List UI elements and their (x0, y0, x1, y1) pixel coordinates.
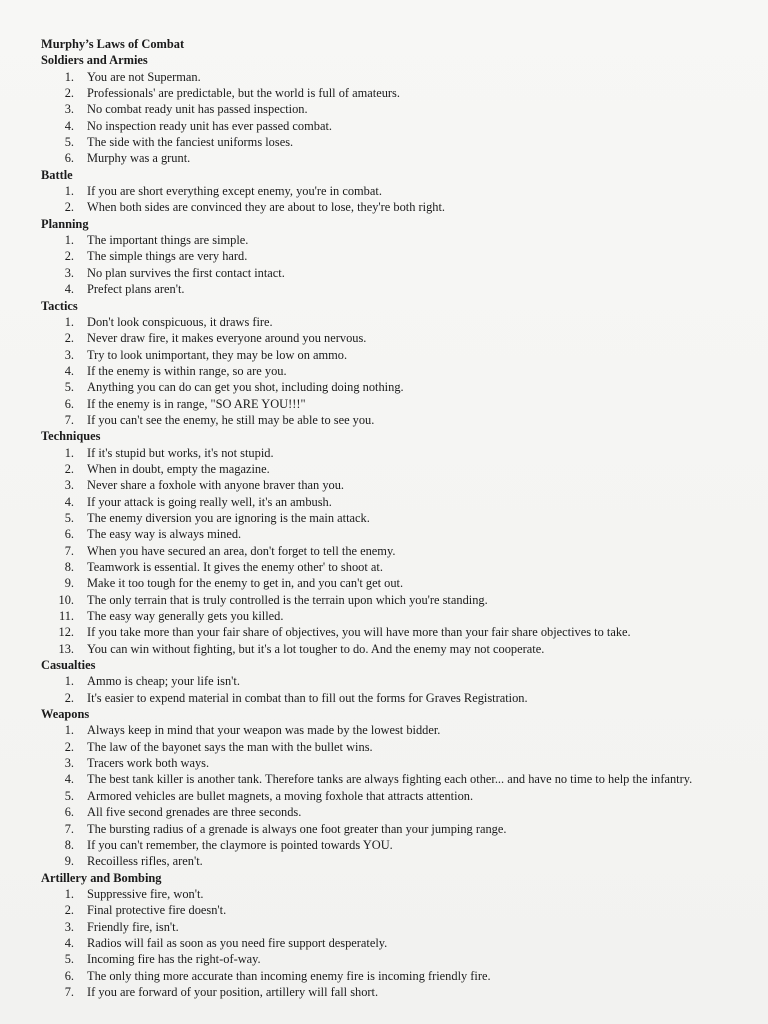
list-item-text: Armored vehicles are bullet magnets, a moving foxhole that attracts attention. (87, 788, 474, 803)
list-item-text: When both sides are convinced they are about to lose, they're both right. (87, 200, 446, 215)
list-item (41, 379, 728, 395)
list-item-number: 5. (64, 135, 74, 150)
list-item-text: The side with the fanciest uniforms loses. (87, 135, 294, 150)
law-list (41, 69, 728, 167)
list-item-number: 9. (64, 576, 74, 591)
list-item-text: The only terrain that is truly controlled is the terrain upon which you're standing. (87, 592, 488, 607)
list-item-number: 1. (64, 723, 74, 738)
list-item-text: Recoilless rifles, aren't. (87, 854, 203, 869)
list-item-text: If you are forward of your position, artillery will fall short. (87, 984, 379, 999)
list-item-text: No inspection ready unit has ever passed combat. (87, 118, 332, 133)
list-item-text: Final protective fire doesn't. (87, 903, 227, 918)
list-item-number: 3. (64, 102, 74, 117)
list-item-text: Professionals' are predictable, but the world is full of amateurs. (87, 86, 400, 101)
list-item (41, 886, 728, 902)
list-item-number: 2. (64, 249, 74, 264)
list-item (41, 183, 728, 199)
list-item (41, 347, 728, 363)
list-item-text: When you have secured an area, don't forget to tell the enemy. (87, 543, 396, 558)
list-item (41, 690, 728, 706)
list-item-number: 8. (64, 560, 74, 574)
list-item-number: 7. (64, 821, 74, 836)
list-item (41, 739, 728, 755)
list-item-text: Incoming fire has the right-of-way. (87, 952, 261, 967)
list-item-text: If your attack is going really well, it's an ambush. (87, 494, 332, 509)
list-item-text: You are not Superman. (87, 69, 201, 84)
list-item-text: If you are short everything except enemy, you're in combat. (87, 184, 382, 199)
section-heading: Tactics (41, 298, 78, 313)
section-heading: Planning (41, 216, 89, 231)
list-item (41, 477, 728, 493)
list-item (41, 412, 728, 428)
list-item-number: 2. (64, 461, 74, 476)
list-item-number: 1. (64, 674, 74, 689)
list-item (41, 853, 728, 869)
sections-container (41, 52, 728, 1000)
list-item (41, 673, 728, 689)
list-item-number: 4. (64, 772, 74, 787)
list-item (41, 935, 728, 951)
list-item (41, 804, 728, 820)
list-item (41, 526, 728, 542)
list-item-text: Friendly fire, isn't. (87, 919, 179, 934)
list-item-text: The law of the bayonet says the man with the bullet wins. (87, 739, 373, 754)
list-item-text: The best tank killer is another tank. Therefore tanks are always fighting each other... and have no time to help the infantry. (87, 772, 693, 787)
list-item-text: The simple things are very hard. (87, 249, 248, 264)
list-item-number: 2. (64, 86, 74, 101)
law-list (41, 232, 728, 297)
list-item-text: If you take more than your fair share of objectives, you will have more than your fair share objectives to take. (87, 625, 631, 640)
list-item-number: 4. (64, 118, 74, 133)
section-heading: Soldiers and Armies (41, 53, 148, 68)
list-item-number: 7. (64, 543, 74, 558)
list-item-text: Try to look unimportant, they may be low on ammo. (87, 347, 348, 362)
list-item-text: When in doubt, empty the magazine. (87, 461, 270, 476)
list-item-text: No combat ready unit has passed inspection. (87, 102, 308, 117)
list-item-number: 3. (64, 478, 74, 493)
list-item-text: Prefect plans aren't. (87, 282, 185, 297)
list-item (41, 265, 728, 281)
list-item-text: It's easier to expend material in combat than to fill out the forms for Graves Registration. (87, 690, 528, 705)
list-item-number: 8. (64, 837, 74, 852)
list-item-number: 7. (64, 984, 74, 999)
list-item-text: The only thing more accurate than incoming enemy fire is incoming friendly fire. (87, 968, 491, 983)
list-item-number: 6. (64, 151, 74, 166)
list-item (41, 968, 728, 984)
list-item-number: 4. (64, 935, 74, 950)
list-item (41, 199, 728, 215)
list-item-number: 1. (64, 233, 74, 248)
list-item-text: If you can't remember, the claymore is pointed towards YOU. (87, 837, 393, 852)
list-item-text: Always keep in mind that your weapon was made by the lowest bidder. (87, 723, 441, 738)
list-item-number: 3. (64, 919, 74, 934)
list-item-number: 6. (64, 968, 74, 983)
document-title: Murphy’s Laws of Combat (41, 37, 185, 51)
list-item-text: Murphy was a grunt. (87, 151, 191, 166)
list-item (41, 232, 728, 248)
list-item (41, 821, 728, 837)
list-item-text: Suppressive fire, won't. (87, 886, 204, 901)
list-item-number: 5. (64, 952, 74, 967)
list-item-number: 1. (64, 184, 74, 199)
section-heading: Techniques (41, 429, 101, 444)
section-heading: Casualties (41, 658, 96, 673)
list-item-number: 5. (64, 380, 74, 395)
list-item-number: 10. (58, 592, 74, 607)
list-item (41, 543, 728, 559)
list-item (41, 837, 728, 853)
list-item (41, 461, 728, 477)
list-item (41, 314, 728, 330)
list-item (41, 575, 728, 591)
list-item-text: If the enemy is within range, so are you. (87, 363, 287, 378)
list-item-text: Teamwork is essential. It gives the enemy other' to shoot at. (87, 560, 383, 574)
list-item-number: 3. (64, 265, 74, 280)
list-item (41, 445, 728, 461)
list-item-text: Never draw fire, it makes everyone around you nervous. (87, 331, 367, 346)
list-item-number: 7. (64, 412, 74, 427)
list-item-number: 2. (64, 903, 74, 918)
list-item (41, 281, 728, 297)
section-heading: Battle (41, 167, 73, 182)
list-item (41, 134, 728, 150)
list-item-number: 4. (64, 282, 74, 297)
list-item-number: 9. (64, 854, 74, 869)
list-item-text: All five second grenades are three seconds. (87, 805, 302, 820)
list-item (41, 494, 728, 510)
list-item-text: The bursting radius of a grenade is always one foot greater than your jumping range. (87, 821, 507, 836)
list-item (41, 641, 728, 657)
list-item-text: If you can't see the enemy, he still may be able to see you. (87, 412, 375, 427)
list-item-text: No plan survives the first contact intact. (87, 265, 285, 280)
list-item-text: If it's stupid but works, it's not stupid. (87, 445, 274, 460)
list-item (41, 330, 728, 346)
list-item (41, 722, 728, 738)
list-item-number: 6. (64, 396, 74, 411)
list-item-number: 4. (64, 363, 74, 378)
list-item-number: 11. (58, 609, 74, 624)
list-item (41, 755, 728, 771)
list-item (41, 624, 728, 640)
list-item (41, 510, 728, 526)
list-item (41, 118, 728, 134)
law-list (41, 722, 728, 869)
list-item-text: Tracers work both ways. (87, 756, 210, 771)
list-item-number: 5. (64, 788, 74, 803)
list-item (41, 608, 728, 624)
list-item (41, 902, 728, 918)
list-item (41, 771, 728, 787)
list-item-number: 5. (64, 510, 74, 525)
list-item-number: 2. (64, 200, 74, 215)
list-item-number: 2. (64, 739, 74, 754)
list-item (41, 951, 728, 967)
list-item-number: 2. (64, 690, 74, 705)
list-item-text: Anything you can do can get you shot, including doing nothing. (87, 380, 404, 395)
list-item-text: Make it too tough for the enemy to get in, and you can't get out. (87, 576, 404, 591)
section-heading: Weapons (41, 707, 90, 722)
law-list (41, 445, 728, 657)
list-item-text: You can win without fighting, but it's a lot tougher to do. And the enemy may not cooperate. (87, 641, 545, 656)
list-item (41, 559, 728, 575)
list-item (41, 919, 728, 935)
list-item-number: 3. (64, 347, 74, 362)
law-list (41, 314, 728, 428)
list-item-number: 6. (64, 805, 74, 820)
list-item-number: 1. (64, 314, 74, 329)
list-item-number: 1. (64, 445, 74, 460)
list-item-number: 6. (64, 527, 74, 542)
list-item-text: The easy way is always mined. (87, 527, 242, 542)
list-item-text: Ammo is cheap; your life isn't. (87, 674, 240, 689)
list-item-number: 12. (58, 625, 74, 640)
list-item-text: The easy way generally gets you killed. (87, 609, 284, 624)
list-item-number: 4. (64, 494, 74, 509)
section-heading: Artillery and Bombing (41, 870, 162, 885)
list-item (41, 150, 728, 166)
list-item (41, 592, 728, 608)
list-item-text: The enemy diversion you are ignoring is the main attack. (87, 510, 370, 525)
list-item-number: 2. (64, 331, 74, 346)
list-item-text: The important things are simple. (87, 233, 249, 248)
list-item-number: 13. (58, 641, 74, 656)
list-item (41, 788, 728, 804)
list-item-text: Never share a foxhole with anyone braver than you. (87, 478, 345, 493)
law-list (41, 183, 728, 216)
list-item (41, 363, 728, 379)
list-item-number: 1. (64, 886, 74, 901)
list-item (41, 69, 728, 85)
list-item (41, 85, 728, 101)
list-item-text: Radios will fail as soon as you need fire support desperately. (87, 935, 388, 950)
list-item-text: If the enemy is in range, "SO ARE YOU!!!" (87, 396, 306, 411)
list-item (41, 248, 728, 264)
list-item (41, 101, 728, 117)
list-item-number: 3. (64, 756, 74, 771)
list-item (41, 984, 728, 1000)
list-item (41, 396, 728, 412)
law-list (41, 886, 728, 1000)
list-item-number: 1. (64, 69, 74, 84)
list-item-text: Don't look conspicuous, it draws fire. (87, 314, 273, 329)
law-list (41, 673, 728, 706)
